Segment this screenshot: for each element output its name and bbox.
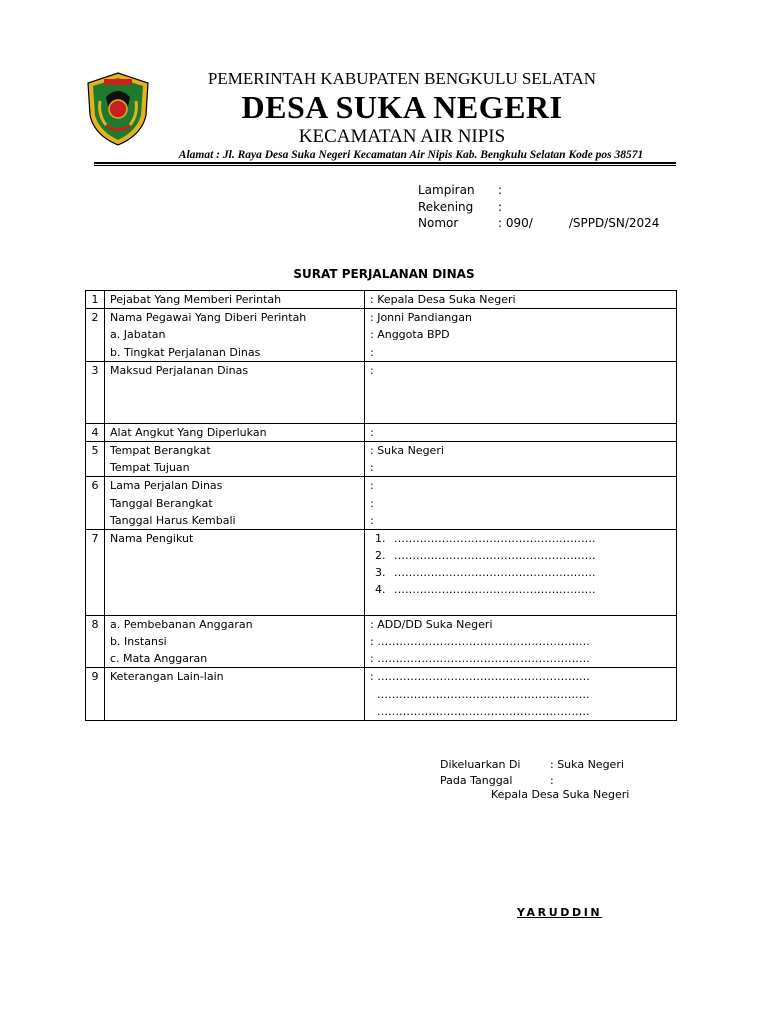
row-item: b. Instansi xyxy=(110,635,167,649)
follower-number: 1. xyxy=(375,531,386,545)
row-value: : Kepala Desa Suka Negeri xyxy=(370,293,516,306)
row-value: : xyxy=(370,479,374,493)
rekening-label: Rekening xyxy=(418,199,474,214)
row-item: Lama Perjalan Dinas xyxy=(110,479,223,493)
meta-rekening xyxy=(418,199,659,216)
row-item: b. Tingkat Perjalanan Dinas xyxy=(110,345,261,359)
issue-place-value: : Suka Negeri xyxy=(550,758,624,771)
row-value: …………………………………………………. xyxy=(370,704,590,718)
follower-line xyxy=(365,564,676,581)
follower-number: 2. xyxy=(375,549,386,563)
table-row xyxy=(86,441,677,476)
row-value: : Jonni Pandiangan xyxy=(370,311,472,325)
row-value: : Suka Negeri xyxy=(370,443,444,457)
row-number: 9 xyxy=(91,670,99,684)
follower-line xyxy=(365,581,676,598)
table-row xyxy=(86,291,677,309)
issue-date xyxy=(440,773,624,789)
issue-date-label: Pada Tanggal xyxy=(440,773,513,787)
row-value: : …………………………………………………. xyxy=(370,670,590,684)
row-item: Nama Pegawai Yang Diberi Perintah xyxy=(110,311,307,325)
follower-number: 4. xyxy=(375,583,386,597)
row-item: Pejabat Yang Memberi Perintah xyxy=(110,293,282,306)
table-row xyxy=(86,615,677,668)
row-item: Tempat Tujuan xyxy=(110,461,190,475)
row-number: 2 xyxy=(91,311,99,325)
row-item: Tanggal Harus Kembali xyxy=(110,513,236,527)
row-value: : xyxy=(370,513,374,527)
row-value: : Anggota BPD xyxy=(370,328,450,342)
table-row xyxy=(86,477,677,530)
row-number: 7 xyxy=(91,531,99,545)
letterhead-divider-thin xyxy=(94,165,676,166)
nomor-suffix: /SPPD/SN/2024 xyxy=(568,216,660,230)
row-item: c. Mata Anggaran xyxy=(110,652,208,666)
table-row xyxy=(86,361,677,423)
follower-name: ………………………………………………. xyxy=(394,566,596,580)
row-item: Alat Angkut Yang Diperlukan xyxy=(110,425,267,439)
row-item: a. Pembebanan Anggaran xyxy=(110,617,253,631)
row-item: Nama Pengikut xyxy=(110,531,194,545)
issue-place-label: Dikeluarkan Di xyxy=(440,758,521,771)
lampiran-value: : xyxy=(498,183,503,197)
row-number: 6 xyxy=(91,479,99,493)
letterhead-divider-thick xyxy=(94,162,676,164)
rekening-value: : xyxy=(498,199,503,214)
issuance-block xyxy=(440,757,624,788)
row-number: 1 xyxy=(91,293,99,306)
row-item: Tempat Berangkat xyxy=(110,443,211,457)
row-item: Keterangan Lain-lain xyxy=(110,670,224,684)
row-value: : …………………………………………………. xyxy=(370,635,590,649)
nomor-label: Nomor xyxy=(418,216,459,230)
row-number: 8 xyxy=(91,617,99,631)
letter-meta xyxy=(418,182,659,232)
follower-name: ………………………………………………. xyxy=(394,531,596,545)
row-value: : xyxy=(370,345,374,359)
table-row xyxy=(86,309,677,362)
signatory-role: Kepala Desa Suka Negeri xyxy=(491,788,630,801)
row-number: 4 xyxy=(91,425,99,439)
nomor-value: : 090/ xyxy=(498,216,533,230)
follower-name: ………………………………………………. xyxy=(394,583,596,597)
row-value: : …………………………………………………. xyxy=(370,652,590,666)
follower-line xyxy=(365,547,676,564)
table-row xyxy=(86,668,677,721)
row-value: …………………………………………………. xyxy=(370,687,590,701)
issue-date-value: : xyxy=(550,773,554,787)
district-name: KECAMATAN AIR NIPIS xyxy=(298,126,506,147)
row-item: Maksud Perjalanan Dinas xyxy=(110,363,249,377)
follower-number: 3. xyxy=(375,566,386,580)
row-value: : ADD/DD Suka Negeri xyxy=(370,617,493,631)
document-title: SURAT PERJALANAN DINAS xyxy=(293,267,475,281)
issue-place xyxy=(440,757,624,773)
signatory-name: YARUDDIN xyxy=(517,906,603,919)
row-value: : xyxy=(370,461,374,475)
row-value: : xyxy=(370,496,374,510)
row-number: 5 xyxy=(91,443,99,457)
meta-lampiran xyxy=(418,182,659,199)
travel-order-table xyxy=(85,290,677,721)
row-value: : xyxy=(370,425,374,439)
follower-name: ………………………………………………. xyxy=(394,549,596,563)
table-row xyxy=(86,423,677,441)
row-item: Tanggal Berangkat xyxy=(110,496,213,510)
office-address: Alamat : Jl. Raya Desa Suka Negeri Kecamatan Air Nipis Kab. Bengkulu Selatan Kode pos 38571 xyxy=(178,149,644,161)
lampiran-label: Lampiran xyxy=(418,183,475,197)
meta-nomor xyxy=(418,215,659,232)
row-item: a. Jabatan xyxy=(110,328,166,342)
government-name: PEMERINTAH KABUPATEN BENGKULU SELATAN xyxy=(207,69,597,88)
village-name: DESA SUKA NEGERI xyxy=(241,89,563,125)
follower-line xyxy=(365,530,676,547)
row-value: : xyxy=(370,363,374,377)
row-number: 3 xyxy=(91,363,99,377)
table-row xyxy=(86,529,677,615)
